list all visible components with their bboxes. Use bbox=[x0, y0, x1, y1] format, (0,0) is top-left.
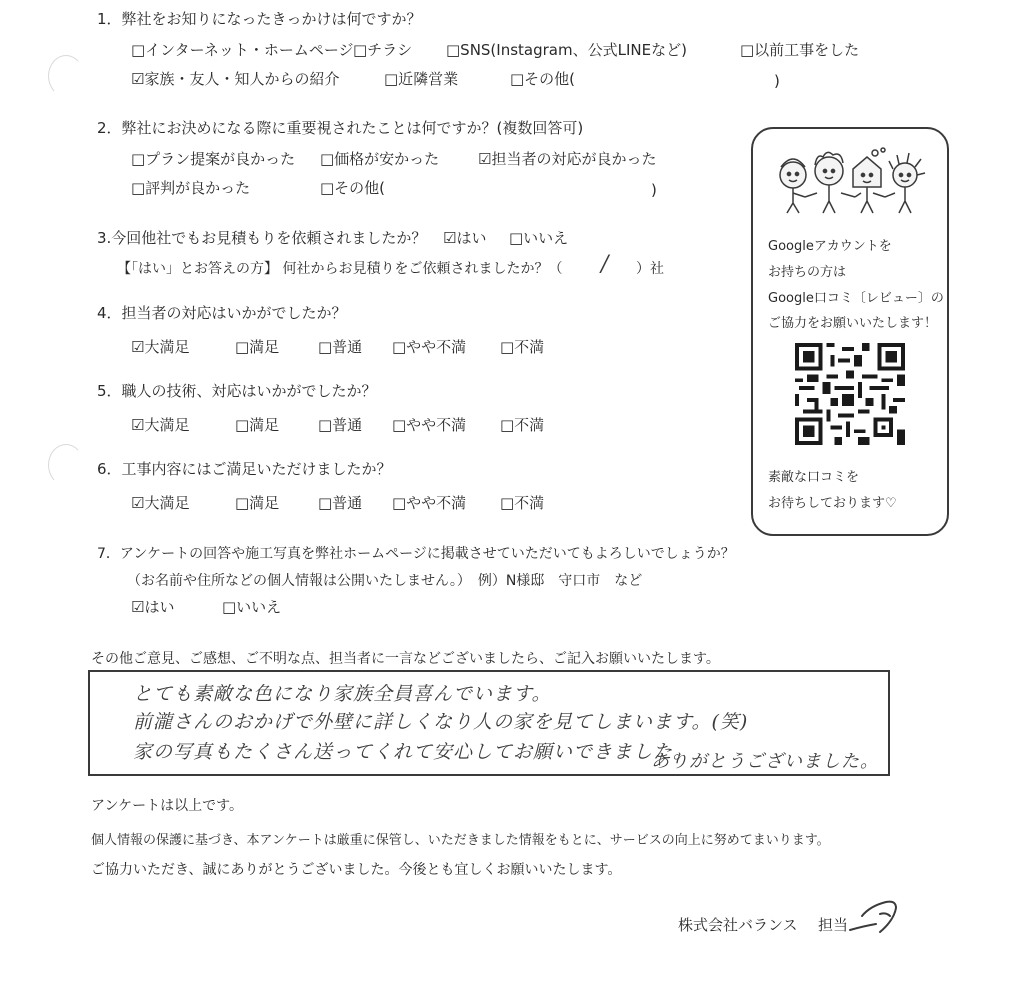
q5-question: 5．職人の技術、対応はいかがでしたか？ bbox=[97, 382, 377, 400]
google-review-panel bbox=[751, 127, 949, 536]
q1-option-internet[interactable]: □インターネット・ホームページ bbox=[131, 41, 354, 59]
qr-text-line6: お待ちしております♡ bbox=[768, 496, 897, 511]
staff-signature-mark bbox=[846, 894, 908, 938]
comment-line-1: とても素敵な色になり家族全員喜んでいます。 bbox=[133, 683, 552, 705]
qr-code[interactable] bbox=[794, 343, 906, 445]
q7-option-yes[interactable]: ☑はい bbox=[131, 598, 175, 616]
q3-question: 3.今回他社でもお見積もりを依頼されましたか？ bbox=[97, 229, 427, 247]
q1-option-family-referral[interactable]: ☑家族・友人・知人からの紹介 bbox=[131, 70, 340, 88]
q1-option-flyer[interactable]: □チラシ bbox=[353, 41, 413, 59]
q1-option-other[interactable]: □その他( bbox=[510, 70, 576, 88]
q3-option-no[interactable]: □いいえ bbox=[509, 229, 569, 247]
mascot-characters-illustration bbox=[771, 147, 931, 219]
q3-followup-close: ）社 bbox=[636, 261, 664, 277]
q4-question: 4．担当者の対応はいかがでしたか？ bbox=[97, 304, 347, 322]
q3-answer[interactable]: / bbox=[601, 252, 610, 277]
q7-question: 7．アンケートの回答や施工写真を弊社ホームページに掲載させていただいてもよろしいでしょうか？ bbox=[97, 546, 735, 562]
q6-option[interactable]: □普通 bbox=[318, 494, 363, 512]
qr-text-line2: お持ちの方は bbox=[768, 265, 847, 280]
q6-question: 6．工事内容にはご満足いただけましたか？ bbox=[97, 460, 392, 478]
q2-option-staff[interactable]: ☑担当者の対応が良かった bbox=[478, 150, 657, 168]
q1-question: 1．弊社をお知りになったきっかけは何ですか？ bbox=[97, 10, 422, 28]
q5-option[interactable]: □不満 bbox=[500, 416, 545, 434]
q6-option[interactable]: □不満 bbox=[500, 494, 545, 512]
qr-text-line3: Google口コミ〔レビュー〕の bbox=[768, 291, 944, 306]
q2-option-price[interactable]: □価格が安かった bbox=[320, 150, 440, 168]
qr-text-line1: Googleアカウントを bbox=[768, 239, 892, 254]
q4-option[interactable]: □不満 bbox=[500, 338, 545, 356]
punch-hole-middle bbox=[48, 444, 84, 486]
q7-option-no[interactable]: □いいえ bbox=[222, 598, 282, 616]
q1-other-close: ) bbox=[774, 72, 780, 90]
q5-option[interactable]: □満足 bbox=[235, 416, 280, 434]
q2-option-reputation[interactable]: □評判が良かった bbox=[131, 179, 251, 197]
q2-option-plan[interactable]: □プラン提案が良かった bbox=[131, 150, 296, 168]
q1-option-past-work[interactable]: □以前工事をした bbox=[740, 41, 860, 59]
q2-other-close: ) bbox=[651, 181, 657, 199]
q6-option[interactable]: □満足 bbox=[235, 494, 280, 512]
q1-option-sns[interactable]: □SNS(Instagram、公式LINEなど) bbox=[446, 41, 687, 59]
q1-option-neighbor[interactable]: □近隣営業 bbox=[384, 70, 459, 88]
q4-option[interactable]: ☑大満足 bbox=[131, 338, 190, 356]
comment-line-3: 家の写真もたくさん送ってくれて安心してお願いできました。 bbox=[133, 741, 694, 763]
q6-option[interactable]: ☑大満足 bbox=[131, 494, 190, 512]
q5-option[interactable]: ☑大満足 bbox=[131, 416, 190, 434]
q6-option[interactable]: □やや不満 bbox=[392, 494, 467, 512]
q2-option-other[interactable]: □その他( bbox=[320, 179, 386, 197]
staff-label: 担当 bbox=[818, 916, 849, 934]
comment-line-2: 前瀧さんのおかげで外壁に詳しくなり人の家を見てしまいます。(笑) bbox=[133, 711, 749, 733]
footer-privacy: 個人情報の保護に基づき、本アンケートは厳重に保管し、いただきました情報をもとに、サービスの向上に努めてまいります。 bbox=[91, 833, 830, 848]
q7-note: （お名前や住所などの個人情報は公開いたしません。） 例）N様邸 守口市 など bbox=[127, 573, 643, 589]
footer-end: アンケートは以上です。 bbox=[91, 798, 244, 814]
qr-text-line4: ご協力をお願いいたします！ bbox=[768, 316, 938, 331]
q4-option[interactable]: □満足 bbox=[235, 338, 280, 356]
comment-line-3b: ありがとうございました。 bbox=[651, 751, 879, 772]
q3-followup: 【「はい」とお答えの方】 何社からお見積りをご依頼されましたか？（ bbox=[117, 261, 563, 277]
company-name: 株式会社バランス bbox=[678, 916, 798, 934]
q3-option-yes[interactable]: ☑はい bbox=[443, 229, 487, 247]
footer-thanks: ご協力いただき、誠にありがとうございました。今後とも宜しくお願いいたします。 bbox=[91, 862, 622, 878]
qr-text-line5: 素敵な口コミを bbox=[768, 470, 860, 485]
q5-option[interactable]: □普通 bbox=[318, 416, 363, 434]
q4-option[interactable]: □やや不満 bbox=[392, 338, 467, 356]
q5-option[interactable]: □やや不満 bbox=[392, 416, 467, 434]
comment-prompt: その他ご意見、ご感想、ご不明な点、担当者に一言などございましたら、ご記入お願いいたします。 bbox=[91, 651, 720, 667]
q4-option[interactable]: □普通 bbox=[318, 338, 363, 356]
q2-question: 2．弊社にお決めになる際に重要視されたことは何ですか？(複数回答可) bbox=[97, 119, 584, 137]
punch-hole-top bbox=[48, 55, 84, 97]
